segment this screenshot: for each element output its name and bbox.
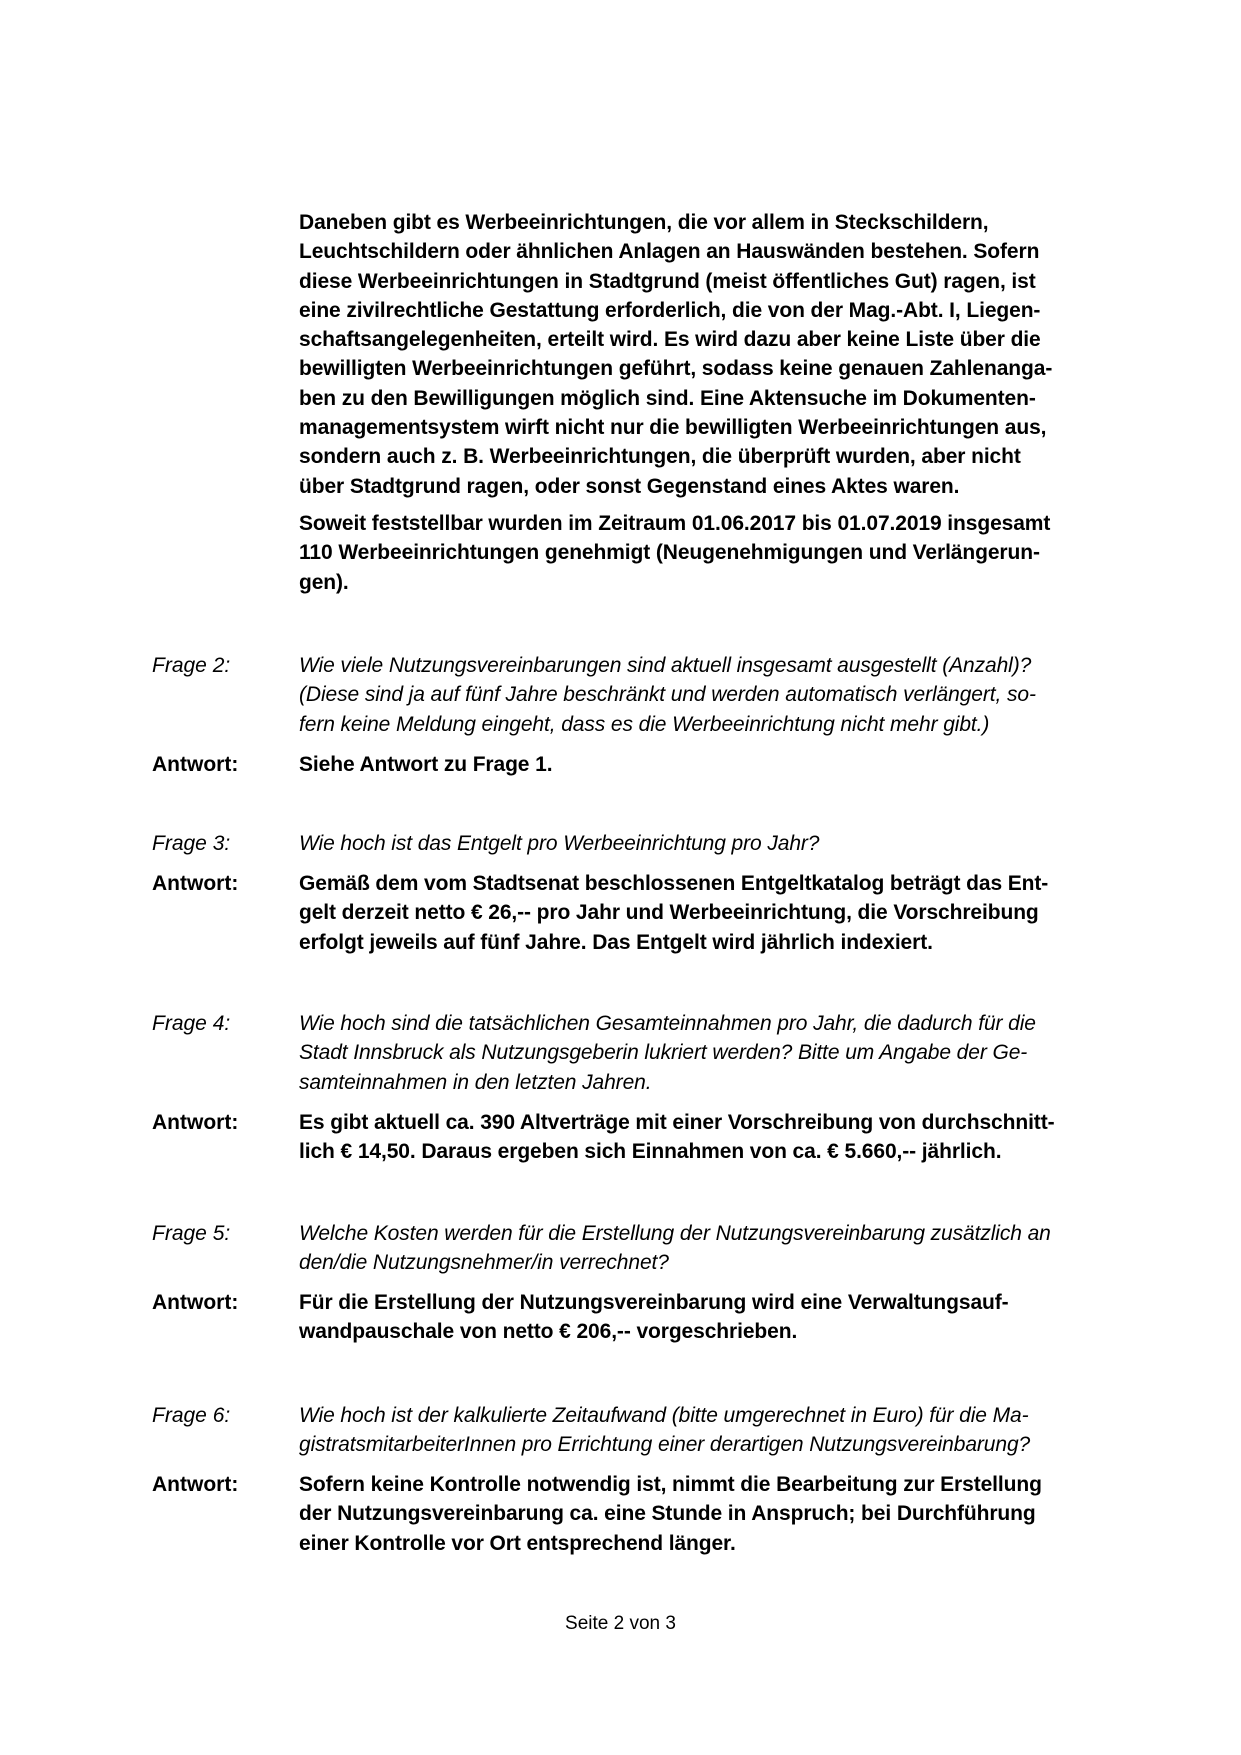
text-line: Wie viele Nutzungsvereinbarungen sind aktuell insgesamt ausgestellt (Anzahl)? <box>299 654 1032 677</box>
answer-label: Antwort: <box>152 1291 239 1314</box>
question-text <box>299 1009 1139 1097</box>
text-line: erfolgt jeweils auf fünf Jahre. Das Entgelt wird jährlich indexiert. <box>299 930 933 954</box>
question-label: Frage 4: <box>152 1012 231 1035</box>
text-line: Wie hoch sind die tatsächlichen Gesamteinnahmen pro Jahr, die dadurch für die <box>299 1012 1036 1035</box>
text-line: ben zu den Bewilligungen möglich sind. Eine Aktensuche im Dokumenten- <box>299 386 1036 410</box>
text-line: Leuchtschildern oder ähnlichen Anlagen an Hauswänden bestehen. Sofern <box>299 240 1040 264</box>
page-number: Seite 2 von 3 <box>565 1613 676 1634</box>
text-line: Stadt Innsbruck als Nutzungsgeberin lukriert werden? Bitte um Angabe der Ge- <box>299 1041 1028 1065</box>
text-line: Welche Kosten werden für die Erstellung der Nutzungsvereinbarung zusätzlich an <box>299 1222 1051 1245</box>
intro-paragraph-2 <box>299 509 1139 597</box>
intro-paragraph-1 <box>299 208 1139 501</box>
text-line: (Diese sind ja auf fünf Jahre beschränkt und werden automatisch verlängert, so- <box>299 683 1036 707</box>
question-text <box>299 1401 1139 1460</box>
text-line: samteinnahmen in den letzten Jahren. <box>299 1070 652 1094</box>
question-text <box>299 1219 1139 1278</box>
text-line: über Stadtgrund ragen, oder sonst Gegenstand eines Aktes waren. <box>299 474 960 498</box>
answer-label: Antwort: <box>152 872 239 895</box>
text-line: Wie hoch ist der kalkulierte Zeitaufwand (bitte umgerechnet in Euro) für die Ma- <box>299 1404 1029 1427</box>
text-line: gen). <box>299 570 349 594</box>
question-label: Frage 6: <box>152 1404 231 1427</box>
answer-label: Antwort: <box>152 1111 239 1134</box>
answer-text <box>299 1108 1139 1167</box>
text-line: der Nutzungsvereinbarung ca. eine Stunde in Anspruch; bei Durchführung <box>299 1502 1036 1526</box>
text-line: eine zivilrechtliche Gestattung erforderlich, die von der Mag.-Abt. I, Liegen- <box>299 298 1041 322</box>
answer-text <box>299 1470 1139 1558</box>
question-label: Frage 3: <box>152 832 231 855</box>
text-line: einer Kontrolle vor Ort entsprechend länger. <box>299 1531 736 1555</box>
question-label: Frage 5: <box>152 1222 231 1245</box>
question-text <box>299 829 1139 858</box>
question-text <box>299 651 1139 739</box>
text-line: schaftsangelegenheiten, erteilt wird. Es wird dazu aber keine Liste über die <box>299 328 1041 352</box>
text-line: gistratsmitarbeiterInnen pro Errichtung einer derartigen Nutzungsvereinbarung? <box>299 1433 1031 1457</box>
text-line: managementsystem wirft nicht nur die bewilligten Werbeeinrichtungen aus, <box>299 416 1047 440</box>
answer-label: Antwort: <box>152 753 239 776</box>
answer-text <box>299 1288 1139 1347</box>
text-line: wandpauschale von netto € 206,-- vorgeschrieben. <box>299 1320 798 1344</box>
text-line: sondern auch z. B. Werbeeinrichtungen, die überprüft wurden, aber nicht <box>299 445 1021 469</box>
text-line: Gemäß dem vom Stadtsenat beschlossenen Entgeltkatalog beträgt das Ent- <box>299 872 1049 895</box>
text-line: Wie hoch ist das Entgelt pro Werbeeinrichtung pro Jahr? <box>299 832 820 855</box>
text-line: Für die Erstellung der Nutzungsvereinbarung wird eine Verwaltungsauf- <box>299 1291 1009 1314</box>
text-line: Daneben gibt es Werbeeinrichtungen, die vor allem in Steckschildern, <box>299 211 989 234</box>
text-line: fern keine Meldung eingeht, dass es die Werbeeinrichtung nicht mehr gibt.) <box>299 712 990 736</box>
text-line: lich € 14,50. Daraus ergeben sich Einnahmen von ca. € 5.660,-- jährlich. <box>299 1140 1002 1164</box>
answer-text <box>299 869 1139 957</box>
text-line: Siehe Antwort zu Frage 1. <box>299 753 553 776</box>
answer-label: Antwort: <box>152 1473 239 1496</box>
text-line: den/die Nutzungsnehmer/in verrechnet? <box>299 1251 669 1275</box>
text-line: 110 Werbeeinrichtungen genehmigt (Neugenehmigungen und Verlängerun- <box>299 541 1040 565</box>
question-label: Frage 2: <box>152 654 231 677</box>
text-line: bewilligten Werbeeinrichtungen geführt, sodass keine genauen Zahlenanga- <box>299 357 1053 381</box>
answer-text <box>299 750 1139 779</box>
text-line: Es gibt aktuell ca. 390 Altverträge mit einer Vorschreibung von durchschnitt- <box>299 1111 1055 1134</box>
text-line: Soweit feststellbar wurden im Zeitraum 01.06.2017 bis 01.07.2019 insgesamt <box>299 512 1051 535</box>
text-line: diese Werbeeinrichtungen in Stadtgrund (meist öffentliches Gut) ragen, ist <box>299 269 1036 293</box>
text-line: Sofern keine Kontrolle notwendig ist, nimmt die Bearbeitung zur Erstellung <box>299 1473 1042 1496</box>
text-line: gelt derzeit netto € 26,-- pro Jahr und Werbeeinrichtung, die Vorschreibung <box>299 901 1039 925</box>
